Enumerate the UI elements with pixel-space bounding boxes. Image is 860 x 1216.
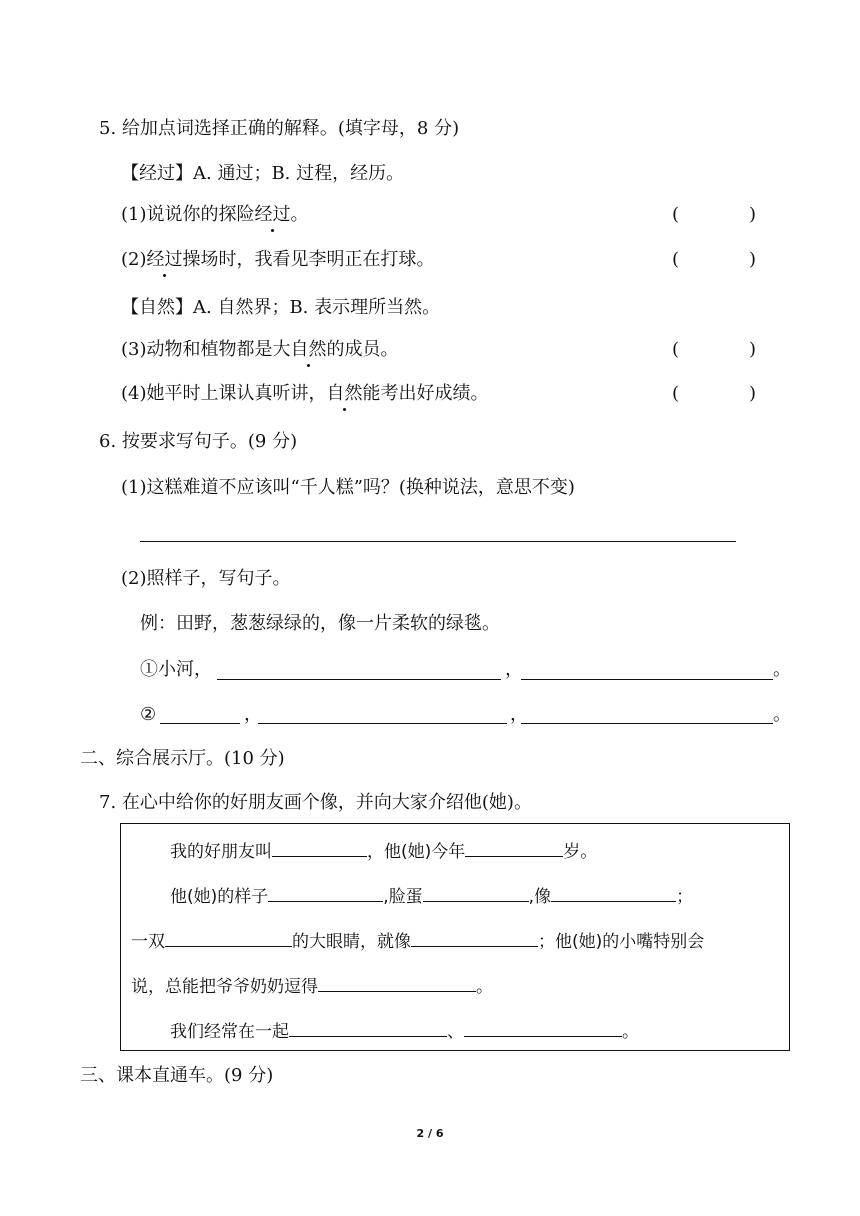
- comma: ，: [244, 704, 262, 725]
- dotted-word: 经过: [254, 204, 291, 225]
- q7-line4: 说，总能把爷爷奶奶逗得 。: [131, 973, 493, 999]
- q6-title: 6. 按要求写句子。(9 分): [99, 431, 298, 452]
- q6-sub1: (1)这糕难道不应该叫“千人糕”吗？(换种说法，意思不变): [121, 477, 575, 498]
- answer-blank[interactable]: [423, 883, 529, 902]
- q6-sub2: (2)照样子，写句子。: [121, 568, 291, 589]
- page-number: 2 / 6: [416, 1127, 444, 1140]
- q5-item3: (3)动物和植物都是大自然的成员。: [121, 339, 399, 360]
- answer-blank[interactable]: [289, 1018, 447, 1037]
- answer-paren-close: ): [749, 383, 757, 404]
- dotted-word: 经过: [146, 249, 183, 270]
- answer-blank[interactable]: [160, 723, 240, 724]
- answer-blank[interactable]: [272, 838, 367, 857]
- q7-line1: 我的好朋友叫 ，他(她)今年 岁。: [170, 838, 597, 864]
- section-2-heading: 二、综合展示厅。(10 分): [80, 748, 285, 769]
- q6-example: 例：田野，葱葱绿绿的，像一片柔软的绿毯。: [140, 613, 500, 634]
- answer-blank[interactable]: [521, 679, 773, 680]
- section-3-heading: 三、课本直通车。(9 分): [80, 1065, 274, 1086]
- q6-line1-start: ①小河，: [140, 659, 212, 680]
- q5-item1: (1)说说你的探险经过。: [121, 204, 309, 225]
- period: 。: [773, 704, 791, 725]
- answer-paren-open: (: [672, 204, 680, 225]
- answer-blank[interactable]: [217, 679, 501, 680]
- answer-blank[interactable]: [465, 838, 563, 857]
- dotted-word: 自然: [326, 383, 363, 404]
- q7-line2: 他(她)的样子 ,脸蛋 ,像 ；: [170, 883, 693, 909]
- answer-blank[interactable]: [551, 883, 676, 902]
- answer-blank[interactable]: [165, 928, 292, 947]
- answer-paren-open: (: [672, 249, 680, 270]
- q7-line3: 一双 的大眼睛，就像 ；他(她)的小嘴特别会: [131, 928, 704, 954]
- answer-paren-close: ): [749, 339, 757, 360]
- q5-item4: (4)她平时上课认真听讲，自然能考出好成绩。: [121, 383, 489, 404]
- answer-blank[interactable]: [464, 1018, 622, 1037]
- dotted-word: 自然: [290, 339, 327, 360]
- q5-title: 5. 给加点词选择正确的解释。(填字母，8 分): [99, 118, 460, 139]
- answer-blank[interactable]: [411, 928, 538, 947]
- q5-group2-definition: 【自然】A. 自然界；B. 表示理所当然。: [121, 297, 441, 318]
- comma: ，: [505, 659, 523, 680]
- answer-blank[interactable]: [258, 723, 507, 724]
- answer-paren-close: ): [749, 249, 757, 270]
- answer-paren-open: (: [672, 383, 680, 404]
- q5-item2: (2)经过操场时，我看见李明正在打球。: [121, 249, 435, 270]
- answer-blank[interactable]: [268, 883, 383, 902]
- q6-line2-start: ②: [140, 704, 157, 725]
- answer-blank[interactable]: [318, 973, 476, 992]
- comma: ，: [510, 704, 528, 725]
- answer-line[interactable]: [140, 541, 736, 542]
- q7-title: 7. 在心中给你的好朋友画个像，并向大家介绍他(她)。: [99, 792, 532, 813]
- q5-group1-definition: 【经过】A. 通过；B. 过程，经历。: [121, 163, 405, 184]
- q7-line5: 我们经常在一起 、 。: [170, 1018, 639, 1044]
- period: 。: [773, 659, 791, 680]
- answer-paren-close: ): [749, 204, 757, 225]
- answer-blank[interactable]: [521, 723, 773, 724]
- answer-paren-open: (: [672, 339, 680, 360]
